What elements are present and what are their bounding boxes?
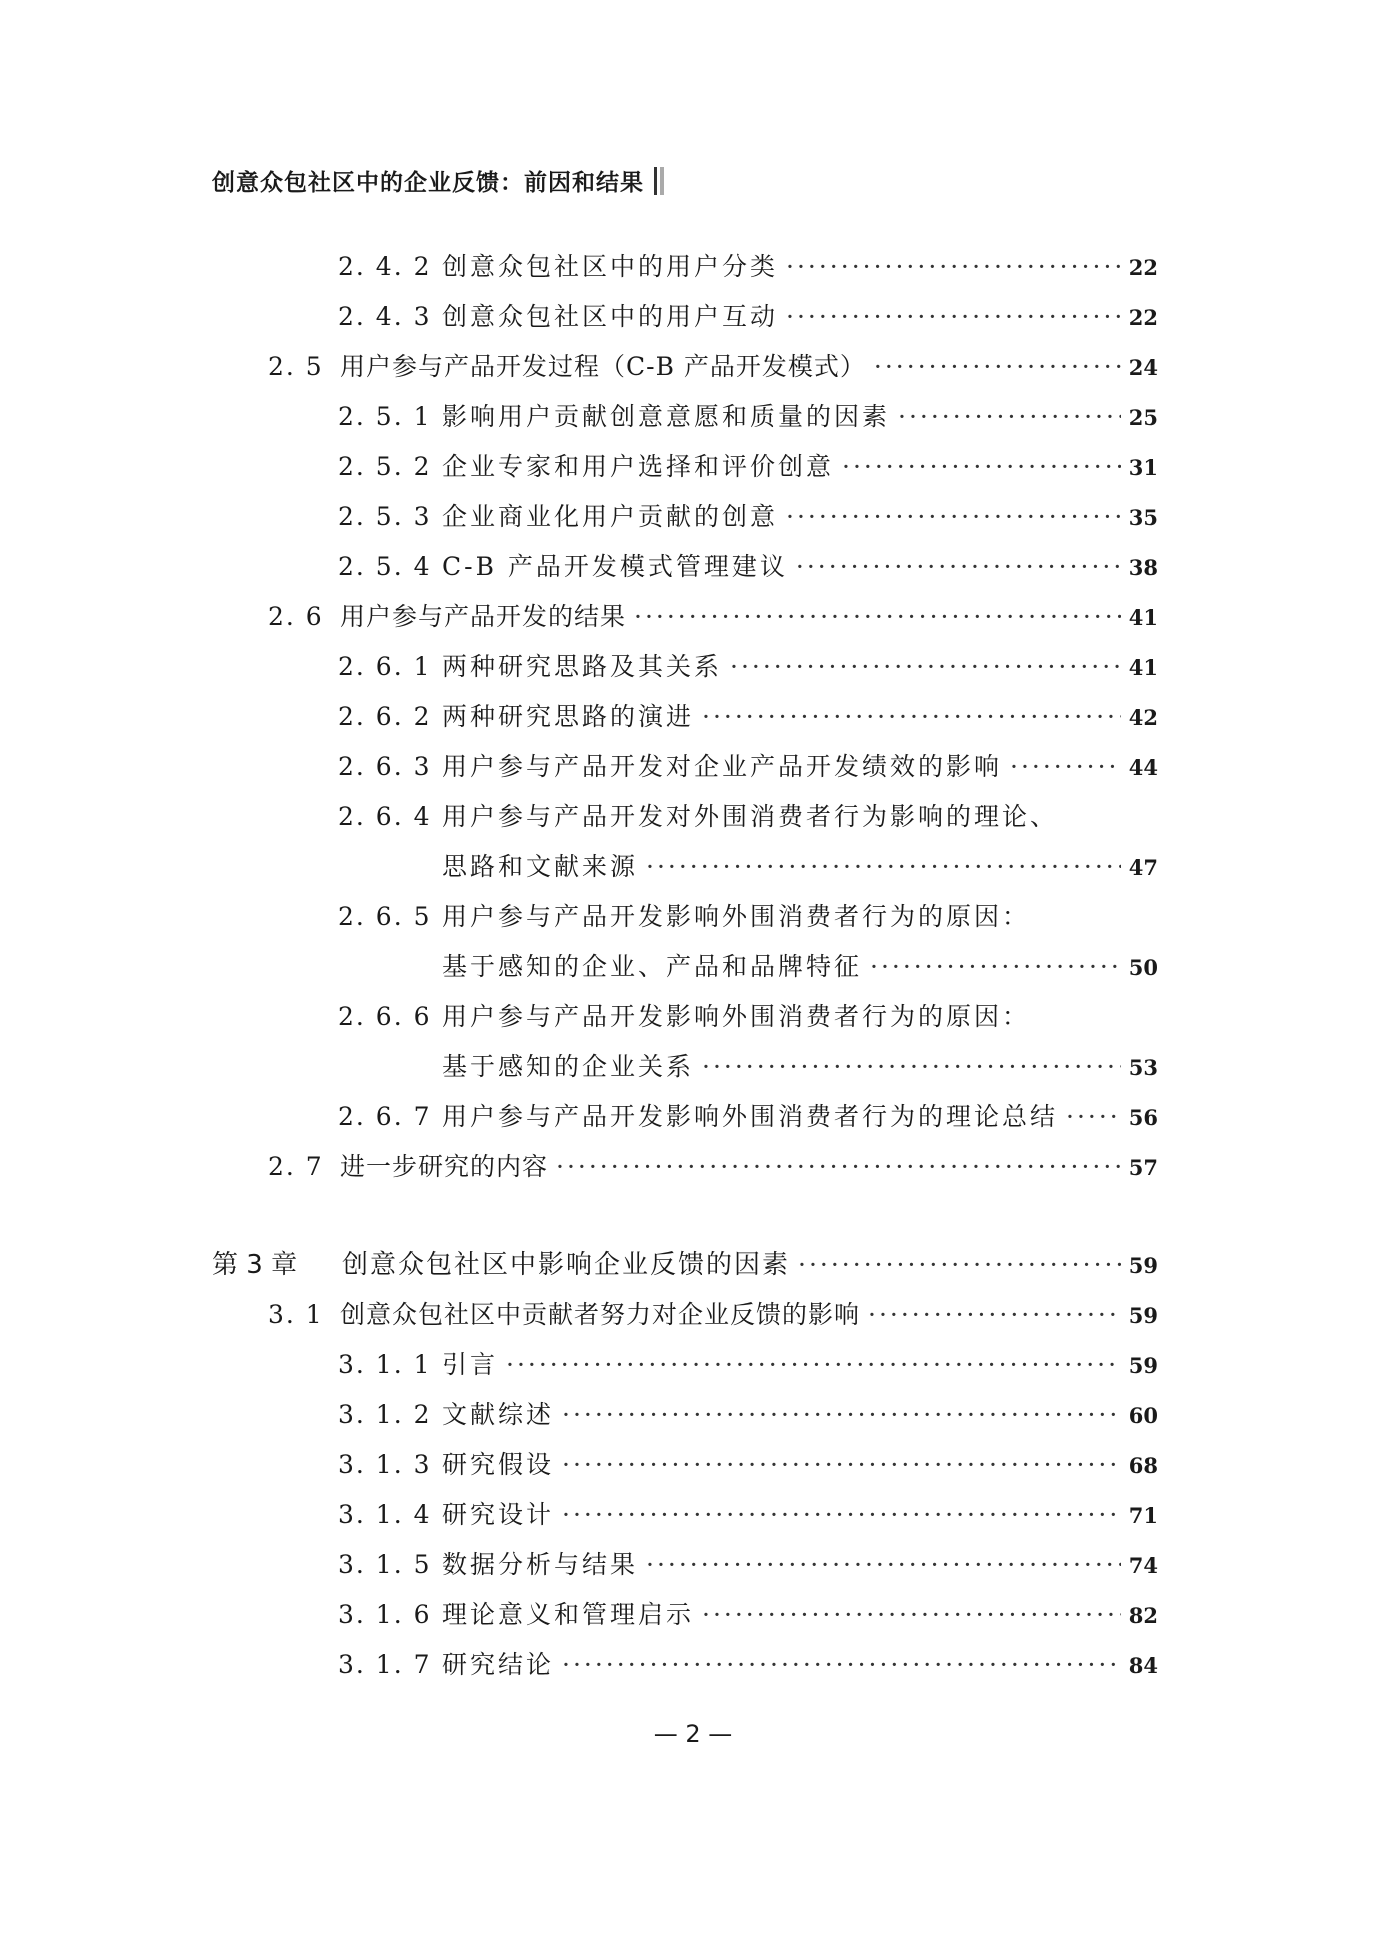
toc-entry[interactable] bbox=[338, 1650, 1158, 1681]
toc-entry-page: 84 bbox=[1128, 1653, 1158, 1678]
toc-leader-dots bbox=[842, 452, 1121, 482]
toc-entry-title: 研究假设 bbox=[442, 1450, 555, 1479]
toc-entry-page: 41 bbox=[1128, 655, 1158, 680]
toc-entry-number: 2. 5. 1 bbox=[338, 402, 432, 431]
toc-entry-title-continued: 基于感知的企业关系 bbox=[442, 1052, 695, 1081]
toc-entry-page: 59 bbox=[1128, 1253, 1158, 1278]
toc-entry-page: 53 bbox=[1128, 1055, 1158, 1080]
toc-entry-number: 2. 5. 4 bbox=[338, 552, 432, 581]
toc-leader-dots bbox=[562, 1450, 1121, 1480]
toc-entry-page: 31 bbox=[1128, 455, 1158, 480]
toc-entry[interactable] bbox=[268, 352, 1158, 383]
toc-entry-page: 60 bbox=[1128, 1403, 1158, 1428]
toc-entry-page: 47 bbox=[1128, 855, 1158, 880]
toc-entry-number: 2. 6 bbox=[268, 602, 324, 631]
toc-entry-title: 用户参与产品开发过程（C-B 产品开发模式） bbox=[340, 352, 866, 381]
toc-entry[interactable] bbox=[338, 702, 1158, 733]
toc-leader-dots bbox=[562, 1650, 1121, 1680]
toc-entry-number: 3. 1. 4 bbox=[338, 1500, 432, 1529]
toc-entry-number: 3. 1. 3 bbox=[338, 1450, 432, 1479]
toc-entry-title: 研究结论 bbox=[442, 1650, 555, 1679]
toc-entry-number: 2. 6. 4 bbox=[338, 802, 432, 831]
toc-entry-number: 2. 5 bbox=[268, 352, 324, 381]
toc-entry-number: 2. 5. 2 bbox=[338, 452, 432, 481]
toc-entry-title: 创意众包社区中贡献者努力对企业反馈的影响 bbox=[340, 1300, 861, 1329]
toc-entry[interactable] bbox=[338, 1500, 1158, 1531]
toc-entry-number: 2. 6. 2 bbox=[338, 702, 432, 731]
running-head bbox=[212, 164, 667, 197]
toc-entry-page: 44 bbox=[1128, 755, 1158, 780]
toc-entry-number: 2. 6. 3 bbox=[338, 752, 432, 781]
toc-entry-number: 3. 1. 2 bbox=[338, 1400, 432, 1429]
toc-entry[interactable] bbox=[268, 1152, 1158, 1183]
toc-entry[interactable] bbox=[338, 502, 1158, 533]
toc-leader-dots bbox=[870, 952, 1121, 982]
toc-entry-title: 用户参与产品开发的结果 bbox=[340, 602, 627, 631]
toc-entry-page: 50 bbox=[1128, 955, 1158, 980]
toc-chapter-number: 第 3 章 bbox=[212, 1250, 298, 1280]
toc-entry-page: 57 bbox=[1128, 1155, 1158, 1180]
toc-entry-page: 56 bbox=[1128, 1105, 1158, 1130]
toc-leader-dots bbox=[798, 1250, 1121, 1280]
toc-entry[interactable] bbox=[338, 652, 1158, 683]
toc-entry-title: 两种研究思路及其关系 bbox=[442, 652, 723, 681]
toc-leader-dots bbox=[898, 402, 1121, 432]
toc-leader-dots bbox=[786, 302, 1121, 332]
toc-leader-dots bbox=[796, 552, 1121, 582]
toc-entry-number: 2. 7 bbox=[268, 1152, 324, 1181]
page-number: — 2 — bbox=[653, 1720, 733, 1748]
toc-entry-page: 74 bbox=[1128, 1553, 1158, 1578]
toc-entry-number: 2. 4. 3 bbox=[338, 302, 432, 331]
toc-entry[interactable] bbox=[338, 1450, 1158, 1481]
toc-entry-number: 2. 4. 2 bbox=[338, 252, 432, 281]
toc-entry-title: 用户参与产品开发影响外围消费者行为的原因： bbox=[442, 902, 1031, 931]
toc-entry[interactable] bbox=[338, 1102, 1158, 1133]
toc-entry[interactable] bbox=[268, 1300, 1158, 1331]
toc-entry-number: 2. 6. 1 bbox=[338, 652, 432, 681]
toc-entry[interactable] bbox=[338, 1550, 1158, 1581]
toc-leader-dots bbox=[868, 1300, 1121, 1330]
toc-leader-dots bbox=[702, 1600, 1121, 1630]
toc-leader-dots bbox=[786, 252, 1121, 282]
toc-entry-continuation[interactable] bbox=[442, 1052, 1158, 1083]
toc-entry[interactable] bbox=[338, 252, 1158, 283]
toc-leader-dots bbox=[646, 852, 1121, 882]
toc-entry[interactable] bbox=[338, 902, 1030, 932]
toc-entry-page: 25 bbox=[1128, 405, 1158, 430]
toc-entry-title: C-B 产品开发模式管理建议 bbox=[442, 552, 788, 581]
toc-leader-dots bbox=[556, 1152, 1121, 1182]
toc-entry-page: 35 bbox=[1128, 505, 1158, 530]
toc-entry-page: 24 bbox=[1128, 355, 1158, 380]
toc-entry-title: 理论意义和管理启示 bbox=[442, 1600, 695, 1629]
toc-leader-dots bbox=[1010, 752, 1121, 782]
toc-entry[interactable] bbox=[338, 1600, 1158, 1631]
toc-entry-number: 2. 6. 6 bbox=[338, 1002, 432, 1031]
toc-entry-title: 用户参与产品开发影响外围消费者行为的理论总结 bbox=[442, 1102, 1059, 1131]
toc-entry-page: 59 bbox=[1128, 1303, 1158, 1328]
toc-leader-dots bbox=[702, 702, 1121, 732]
toc-entry-number: 3. 1. 7 bbox=[338, 1650, 432, 1679]
toc-entry-continuation[interactable] bbox=[442, 852, 1158, 883]
toc-entry-title: 引言 bbox=[442, 1350, 499, 1379]
running-head-bars bbox=[654, 167, 667, 195]
toc-entry-page: 68 bbox=[1128, 1453, 1158, 1478]
toc-leader-dots bbox=[506, 1350, 1121, 1380]
toc-entry-number: 2. 6. 5 bbox=[338, 902, 432, 931]
toc-entry[interactable] bbox=[338, 552, 1158, 583]
toc-entry-number: 3. 1. 5 bbox=[338, 1550, 432, 1579]
toc-entry-continuation[interactable] bbox=[442, 952, 1158, 983]
toc-entry[interactable] bbox=[338, 752, 1158, 783]
toc-entry-title: 创意众包社区中的用户互动 bbox=[442, 302, 779, 331]
toc-entry-page: 22 bbox=[1128, 255, 1158, 280]
toc-entry-page: 38 bbox=[1128, 555, 1158, 580]
toc-entry-page: 22 bbox=[1128, 305, 1158, 330]
toc-leader-dots bbox=[874, 352, 1121, 382]
toc-entry-title: 用户参与产品开发对外围消费者行为影响的理论、 bbox=[442, 802, 1059, 831]
toc-entry[interactable] bbox=[338, 1002, 1030, 1032]
toc-entry-title: 进一步研究的内容 bbox=[340, 1152, 549, 1181]
toc-chapter-title: 创意众包社区中影响企业反馈的因素 bbox=[342, 1250, 791, 1280]
toc-entry[interactable] bbox=[338, 402, 1158, 433]
toc-entry-title: 数据分析与结果 bbox=[442, 1550, 639, 1579]
toc-entry-title: 研究设计 bbox=[442, 1500, 555, 1529]
toc-entry-title: 文献综述 bbox=[442, 1400, 555, 1429]
toc-leader-dots bbox=[702, 1052, 1121, 1082]
toc-entry-page: 59 bbox=[1128, 1353, 1158, 1378]
toc-leader-dots bbox=[562, 1500, 1121, 1530]
toc-entry-number: 3. 1. 6 bbox=[338, 1600, 432, 1629]
toc-chapter-entry[interactable] bbox=[212, 1250, 1158, 1281]
toc-entry-page: 71 bbox=[1128, 1503, 1158, 1528]
toc-entry-page: 41 bbox=[1128, 605, 1158, 630]
toc-leader-dots bbox=[646, 1550, 1121, 1580]
toc-entry[interactable] bbox=[338, 802, 1058, 832]
toc-entry-title: 企业专家和用户选择和评价创意 bbox=[442, 452, 835, 481]
toc-entry[interactable] bbox=[338, 1400, 1158, 1431]
toc-entry-title-continued: 基于感知的企业、产品和品牌特征 bbox=[442, 952, 863, 981]
toc-entry-title-continued: 思路和文献来源 bbox=[442, 852, 639, 881]
toc-leader-dots bbox=[1066, 1102, 1121, 1132]
running-head-title: 创意众包社区中的企业反馈：前因和结果 bbox=[212, 170, 644, 196]
toc-entry[interactable] bbox=[338, 302, 1158, 333]
toc-entry-number: 3. 1. 1 bbox=[338, 1350, 432, 1379]
toc-entry-title: 用户参与产品开发影响外围消费者行为的原因： bbox=[442, 1002, 1031, 1031]
toc-entry-page: 82 bbox=[1128, 1603, 1158, 1628]
toc-entry[interactable] bbox=[268, 602, 1158, 633]
toc-entry[interactable] bbox=[338, 1350, 1158, 1381]
toc-entry-title: 用户参与产品开发对企业产品开发绩效的影响 bbox=[442, 752, 1003, 781]
toc-entry-number: 2. 6. 7 bbox=[338, 1102, 432, 1131]
toc-entry-title: 创意众包社区中的用户分类 bbox=[442, 252, 779, 281]
toc-entry-number: 2. 5. 3 bbox=[338, 502, 432, 531]
toc-leader-dots bbox=[786, 502, 1121, 532]
toc-entry-title: 两种研究思路的演进 bbox=[442, 702, 695, 731]
toc-entry-number: 3. 1 bbox=[268, 1300, 324, 1329]
toc-leader-dots bbox=[634, 602, 1121, 632]
toc-entry-title: 影响用户贡献创意意愿和质量的因素 bbox=[442, 402, 891, 431]
toc-leader-dots bbox=[730, 652, 1121, 682]
toc-leader-dots bbox=[562, 1400, 1121, 1430]
toc-entry-page: 42 bbox=[1128, 705, 1158, 730]
toc-entry[interactable] bbox=[338, 452, 1158, 483]
toc-entry-title: 企业商业化用户贡献的创意 bbox=[442, 502, 779, 531]
